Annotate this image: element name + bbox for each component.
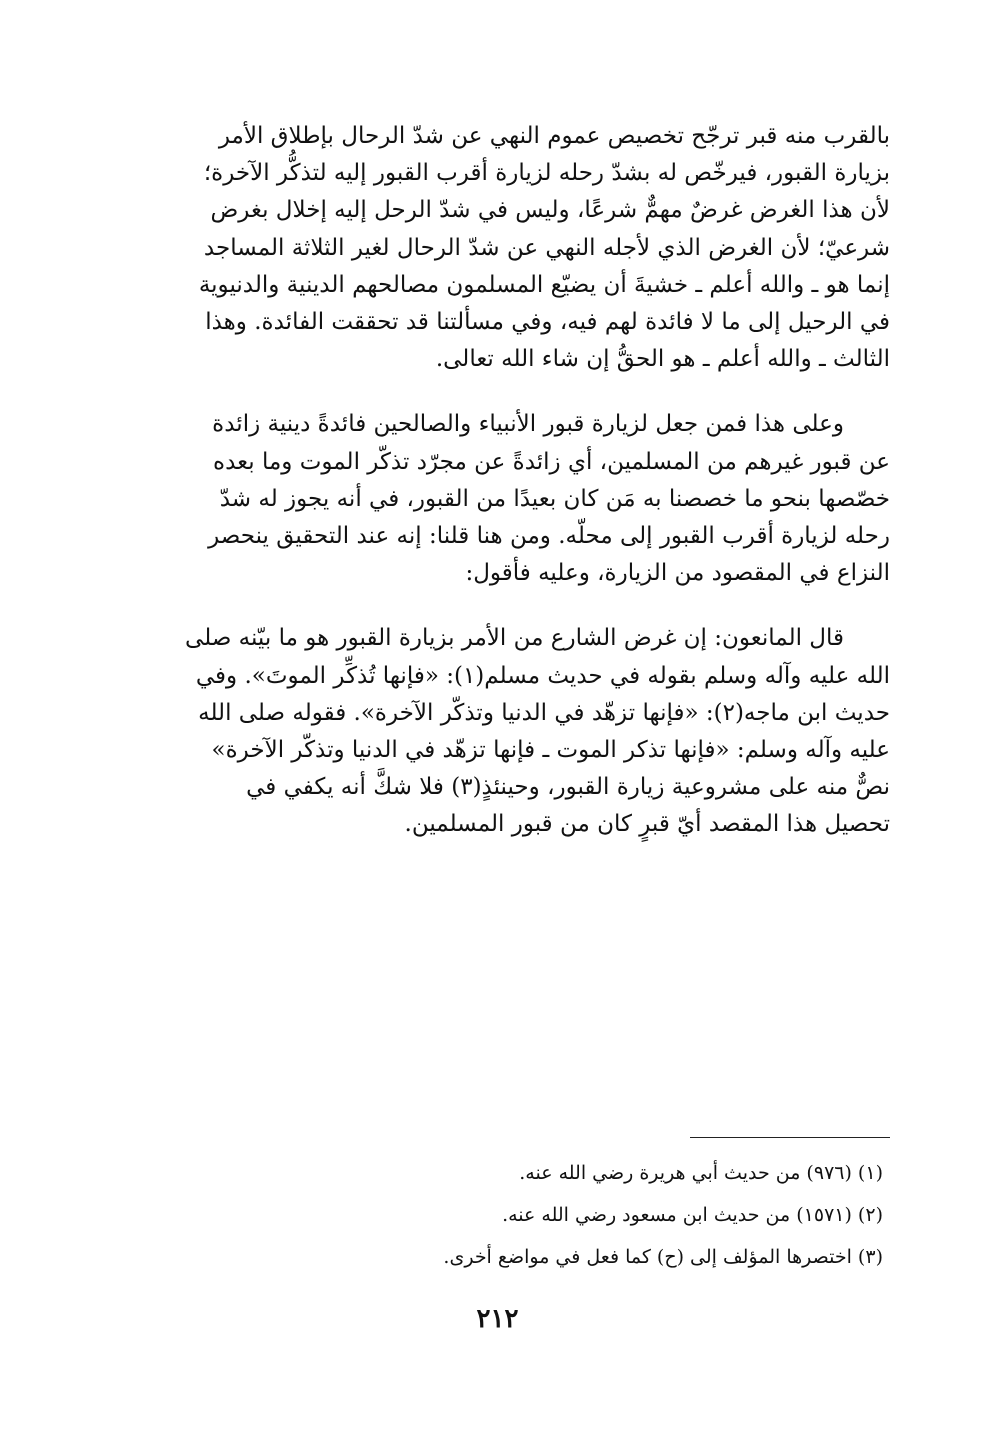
text-line: وعلى هذا فمن جعل لزيارة قبور الأنبياء والصالحين فائدةً دينية زائدة xyxy=(212,411,844,438)
text-line: شرعيّ؛ لأن الغرض الذي لأجله النهي عن شدّ الرحال لغير الثلاثة المساجد xyxy=(203,234,890,261)
footnotes xyxy=(123,1152,883,1278)
text-line: بالقرب منه قبر ترجّح تخصيص عموم النهي عن شدّ الرحال بإطلاق الأمر xyxy=(218,123,890,149)
text-line: عليه وآله وسلم: «فإنها تذكر الموت ـ فإنها تزهّد في الدنيا وتذكّر الآخرة» xyxy=(211,737,890,764)
footnote-divider xyxy=(690,1137,890,1138)
text-line: تحصيل هذا المقصد أيّ قبرٍ كان من قبور المسلمين. xyxy=(404,811,890,838)
text-line: الله عليه وآله وسلم بقوله في حديث مسلم(١): «فإنها تُذكِّر الموتَ». وفي xyxy=(195,662,890,689)
paragraph-3 xyxy=(108,620,890,843)
text-line: بزيارة القبور، فيرخّص له بشدّ رحله لزيارة أقرب القبور إليه لتذكُّر الآخرة؛ xyxy=(203,160,890,187)
text-line: في الرحيل إلى ما لا فائدة لهم فيه، وفي مسألتنا قد تحققت الفائدة. وهذا xyxy=(205,309,890,336)
text-line: عن قبور غيرهم من المسلمين، أي زائدةً عن مجرّد تذكّر الموت وما بعده xyxy=(213,448,890,475)
paragraph-2 xyxy=(108,406,890,592)
text-line: النزاع في المقصود من الزيارة، وعليه فأقول: xyxy=(465,560,890,587)
footnote-1: (١) (٩٧٦) من حديث أبي هريرة رضي الله عنه. xyxy=(519,1162,883,1184)
text-line: نصٌّ منه على مشروعية زيارة القبور، وحينئذٍ(٣) فلا شكَّ أنه يكفي في xyxy=(246,774,890,801)
text-line: لأن هذا الغرض غرضٌ مهمٌّ شرعًا، وليس في شدّ الرحل إليه إخلال بغرض xyxy=(210,197,890,224)
text-line: الثالث ـ والله أعلم ـ هو الحقُّ إن شاء الله تعالى. xyxy=(435,346,890,373)
text-line: إنما هو ـ والله أعلم ـ خشيةَ أن يضيّع المسلمون مصالحهم الدينية والدنيوية xyxy=(198,271,890,298)
text-line: قال المانعون: إن غرض الشارع من الأمر بزيارة القبور هو ما بيّنه صلى xyxy=(185,625,844,652)
footnote-3: (٣) اختصرها المؤلف إلى (ح) كما فعل في مواضع أخرى. xyxy=(443,1246,883,1268)
paragraph-1 xyxy=(108,118,890,378)
footnote-2: (٢) (١٥٧١) من حديث ابن مسعود رضي الله عنه. xyxy=(502,1204,883,1226)
page-number: ٢١٢ xyxy=(476,1304,519,1334)
page-body xyxy=(108,118,890,844)
text-line: حديث ابن ماجه(٢): «فإنها تزهّد في الدنيا وتذكّر الآخرة». فقوله صلى الله xyxy=(198,699,890,726)
text-line: خصّصها بنحو ما خصصنا به مَن كان بعيدًا من القبور، في أنه يجوز له شدّ xyxy=(219,485,890,512)
text-line: رحله لزيارة أقرب القبور إلى محلّه. ومن هنا قلنا: إنه عند التحقيق ينحصر xyxy=(208,523,890,550)
